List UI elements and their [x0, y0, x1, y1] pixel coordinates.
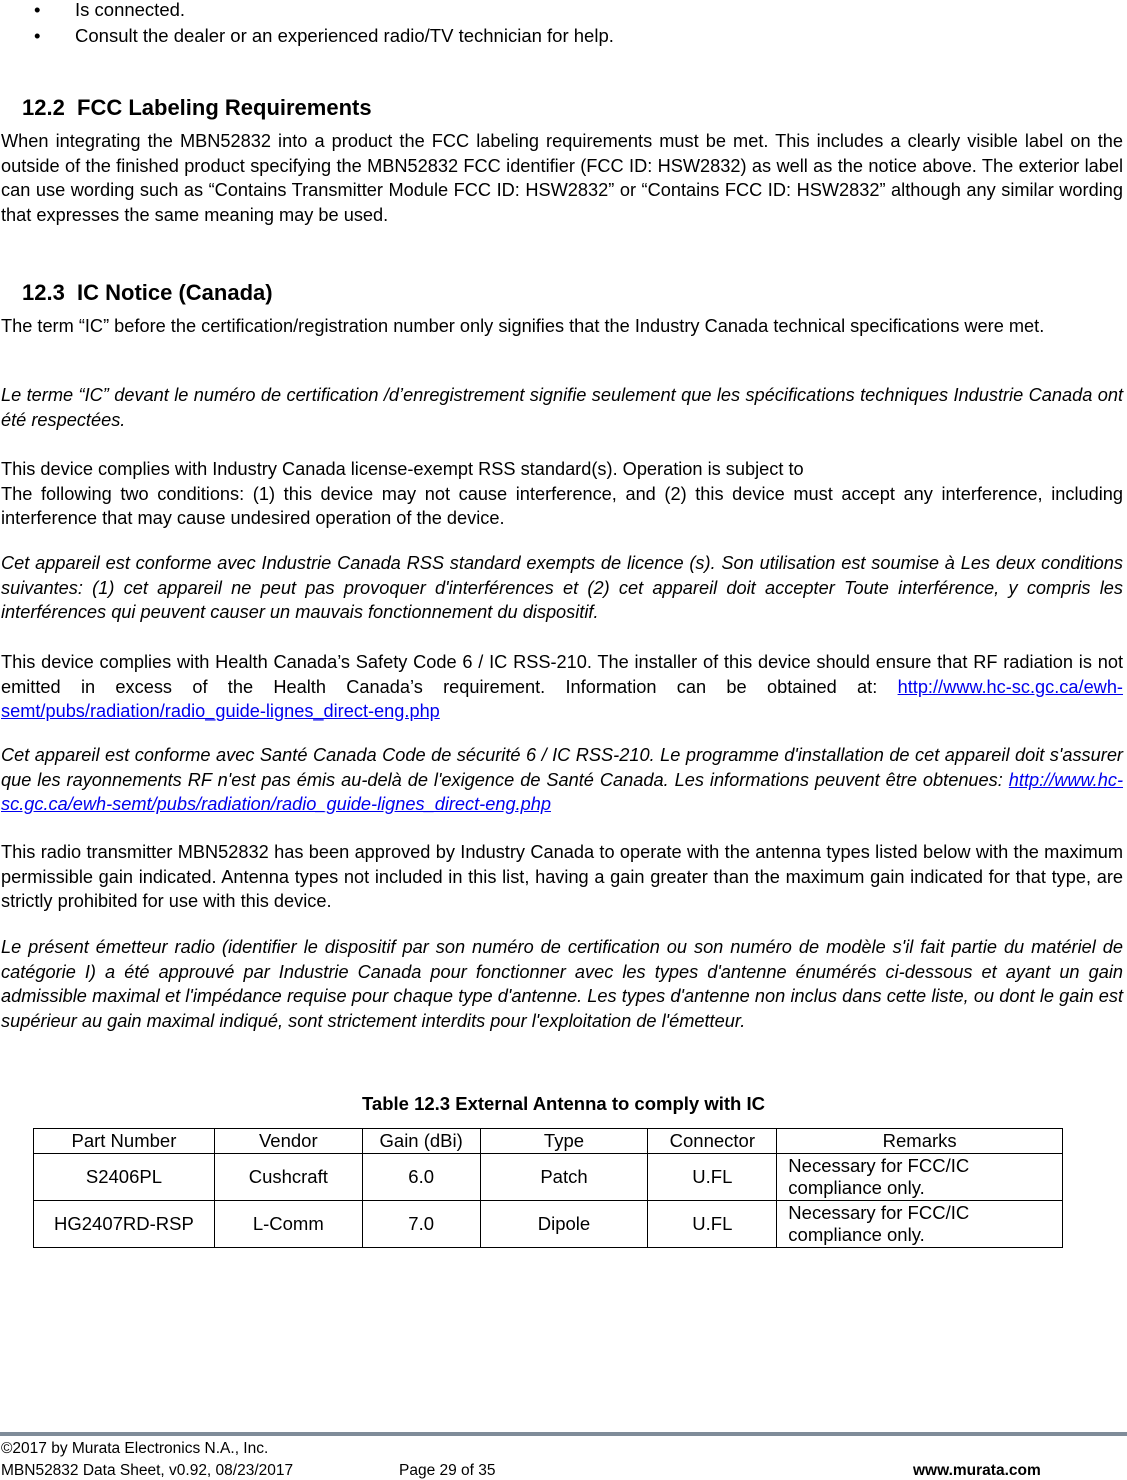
bullet-list — [34, 0, 614, 49]
section-number: 12.3 — [22, 280, 65, 305]
antenna-table — [33, 1128, 1063, 1248]
table-cell: U.FL — [648, 1201, 777, 1248]
table-cell: Cushcraft — [214, 1154, 362, 1201]
table-cell: L-Comm — [214, 1201, 362, 1248]
table-row — [34, 1154, 1063, 1201]
compliance-conditions: The following two conditions: (1) this device may not cause interference, and (2) this device must accept any interference, including interference that may cause undesired operation of the device. — [1, 483, 1123, 528]
table-cell: Patch — [480, 1154, 648, 1201]
footer-copyright: ©2017 by Murata Electronics N.A., Inc. — [1, 1440, 269, 1457]
table-cell: U.FL — [648, 1154, 777, 1201]
footer-doc-info: MBN52832 Data Sheet, v0.92, 08/23/2017 — [1, 1462, 294, 1479]
table-header-row — [34, 1129, 1063, 1154]
health-canada-text: This device complies with Health Canada’s Safety Code 6 / IC RSS-210. The installer of this device should ensure that RF radiation is not emitted in excess of the Health Canada’s requirement. Information can be obtained at: — [1, 652, 1123, 697]
column-header: Connector — [648, 1129, 777, 1154]
footer-divider — [0, 1432, 1127, 1436]
column-header: Remarks — [777, 1129, 1063, 1154]
compliance-paragraph-fr: Cet appareil est conforme avec Industrie Canada RSS standard exempts de licence (s). Son utilisation est soumise à Les deux conditions suivantes: (1) cet appareil ne peut pas provoquer d'interférences et (2) cet appareil doit accepter Toute interférence, y compris les interférences qui peuvent causer un mauvais fonctionnement du dispositif. — [1, 553, 1123, 622]
section-title: FCC Labeling Requirements — [77, 95, 372, 120]
ic-term-paragraph: The term “IC” before the certification/registration number only signifies that the Industry Canada technical specifications were met. — [1, 316, 1045, 336]
footer-page-number: Page 29 of 35 — [399, 1462, 496, 1479]
table-cell: 6.0 — [362, 1154, 480, 1201]
antenna-approval-paragraph: This radio transmitter MBN52832 has been approved by Industry Canada to operate with the antenna types listed below with the maximum permissible gain indicated. Antenna types not included in this list, having a gain greater than the maximum gain indicated for that type, are strictly prohibited for use with this device. — [1, 842, 1123, 911]
section-title: IC Notice (Canada) — [77, 280, 273, 305]
table-cell: S2406PL — [34, 1154, 215, 1201]
table-caption: Table 12.3 External Antenna to comply with IC — [362, 1093, 765, 1114]
health-canada-link-fr[interactable]: http://www.hc-sc.gc.ca/ewh-semt/pubs/radiation/radio_guide-lignes_direct-eng.php — [1, 769, 1123, 814]
compliance-line: This device complies with Industry Canada license-exempt RSS standard(s). Operation is subject to — [1, 459, 804, 479]
section-12-3-heading — [22, 280, 273, 306]
health-canada-text-fr: Cet appareil est conforme avec Santé Canada Code de sécurité 6 / IC RSS-210. Le programme d'installation de cet appareil doit s'assurer que les rayonnements RF n'est pas émis au-delà de l'exigence de Santé Canada. Les informations peuvent être obtenues: — [1, 745, 1123, 790]
list-item: • Consult the dealer or an experienced radio/TV technician for help. — [34, 23, 614, 49]
footer-website[interactable]: www.murata.com — [913, 1462, 1041, 1479]
section-number: 12.2 — [22, 95, 65, 120]
table-row — [34, 1201, 1063, 1248]
compliance-paragraph — [1, 457, 1123, 531]
table-cell: Necessary for FCC/IC compliance only. — [777, 1154, 1063, 1201]
health-canada-link[interactable]: http://www.hc-sc.gc.ca/ewh-semt/pubs/radiation/radio_guide-lignes_direct-eng.php — [1, 676, 1123, 721]
health-canada-paragraph — [1, 650, 1123, 724]
table-cell: Necessary for FCC/IC compliance only. — [777, 1201, 1063, 1248]
column-header: Vendor — [214, 1129, 362, 1154]
column-header: Part Number — [34, 1129, 215, 1154]
section-12-2-heading — [22, 95, 372, 121]
health-canada-paragraph-fr — [1, 743, 1123, 817]
table-cell: 7.0 — [362, 1201, 480, 1248]
table-cell: HG2407RD-RSP — [34, 1201, 215, 1248]
column-header: Type — [480, 1129, 648, 1154]
ic-term-paragraph-fr: Le terme “IC” devant le numéro de certification /d’enregistrement signifie seulement que les spécifications techniques Industrie Canada ont été respectées. — [1, 385, 1123, 430]
column-header: Gain (dBi) — [362, 1129, 480, 1154]
table-cell: Dipole — [480, 1201, 648, 1248]
list-item: • Is connected. — [34, 0, 614, 23]
fcc-labeling-paragraph: When integrating the MBN52832 into a product the FCC labeling requirements must be met. This includes a clearly visible label on the outside of the finished product specifying the MBN52832 FCC identifier (FCC ID: HSW2832) as well as the notice above. The exterior label can use wording such as “Contains Transmitter Module FCC ID: HSW2832” or “Contains FCC ID: HSW2832” although any similar wording that expresses the same meaning may be used. — [1, 131, 1123, 225]
antenna-approval-paragraph-fr: Le présent émetteur radio (identifier le dispositif par son numéro de certification ou son numéro de modèle s'il fait partie du matériel de catégorie I) a été approuvé par Industrie Canada pour fonctionner avec les types d'antenne énumérés ci-dessous et ayant un gain admissible maximal et l'impédance requise pour chaque type d'antenne. Les types d'antenne non inclus dans cette liste, ou dont le gain est supérieur au gain maximal indiqué, sont strictement interdits pour l'exploitation de l'émetteur. — [1, 937, 1123, 1031]
